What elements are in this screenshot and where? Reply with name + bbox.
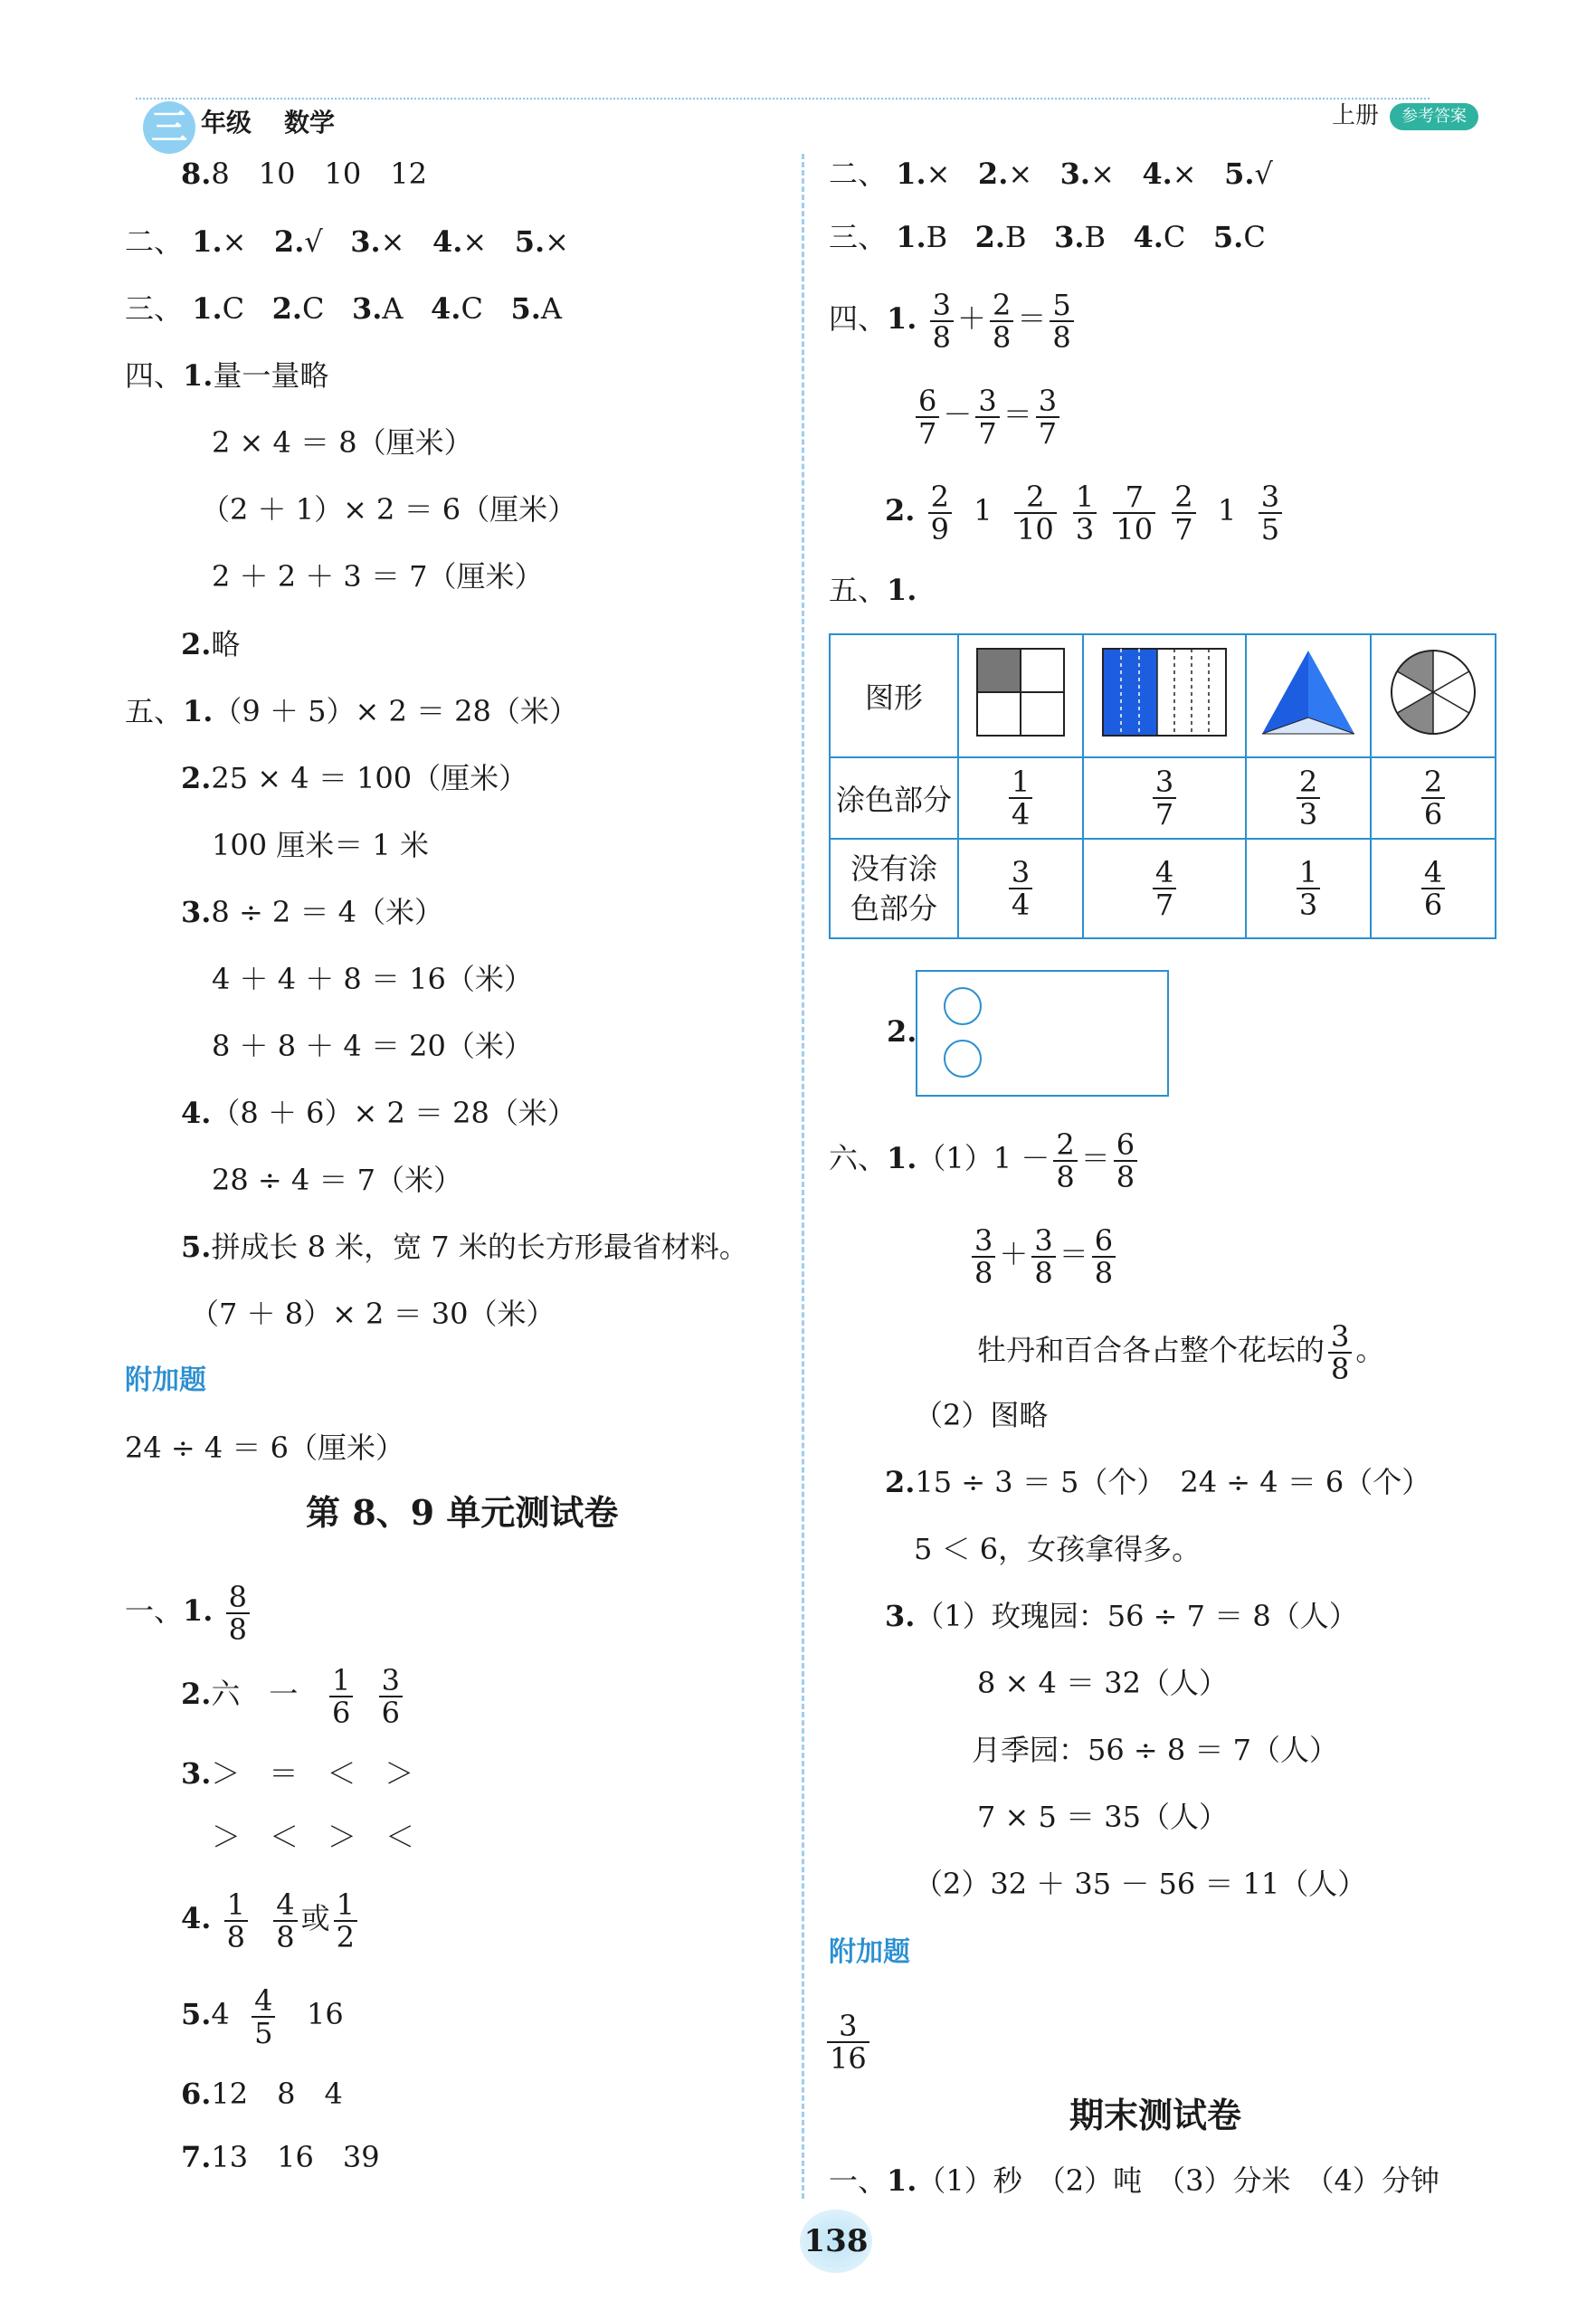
circles-icon (936, 981, 990, 1080)
rectangle-sevenths-icon (1101, 647, 1228, 737)
table-header-shape: 图形 (830, 634, 958, 757)
fraction: $\frac{2}{9}$ (928, 481, 952, 545)
left-si-line2: 2 × 4 ＝ 8（厘米） (212, 425, 473, 460)
shape-triangle-thirds (1246, 634, 1371, 757)
fraction: $\frac{3}{8}$ (1031, 1225, 1055, 1288)
fraction: $\frac{6}{8}$ (1114, 1129, 1137, 1193)
left-sec-si-1: 四、1.量一量略 (125, 358, 329, 393)
table-header-unshaded: 没有涂 色部分 (830, 839, 958, 938)
left-yi-4: 4. $\frac{1}{8}$ $\frac{4}{8}$ 或 $\frac{1}{2}$ (181, 1882, 361, 1954)
left-yi-3b: ＞ ＜ ＞ ＜ (212, 1820, 415, 1854)
right-liu-3: 3.（1）玫瑰园：56 ÷ 7 ＝ 8（人） (885, 1599, 1358, 1633)
left-wu-4: 4.（8 ＋ 6）× 2 ＝ 28（米） (181, 1096, 576, 1130)
fraction: $\frac{3}{16}$ (827, 2011, 869, 2074)
fraction: $\frac{3}{5}$ (1259, 481, 1282, 545)
left-wu-3c: 8 ＋ 8 ＋ 4 ＝ 20（米） (212, 1029, 533, 1063)
right-liu-1c: 牡丹和百合各占整个花坛的 $\frac{3}{8}$ 。 (977, 1318, 1385, 1386)
right-liu-2: 2.15 ÷ 3 ＝ 5（个） 24 ÷ 4 ＝ 6（个） (885, 1465, 1431, 1499)
fraction: $\frac{3}{8}$ (930, 290, 954, 353)
left-yi-6: 6.12 8 4 (181, 2077, 343, 2111)
fraction: $\frac{6}{7}$ (916, 385, 939, 449)
left-wu-3: 3.8 ÷ 2 ＝ 4（米） (181, 895, 443, 929)
volume-label: 上册 (1332, 102, 1380, 129)
fraction: $\frac{3}{7}$ (1153, 766, 1176, 830)
fraction: $\frac{3}{8}$ (972, 1225, 995, 1288)
left-wu-2: 2.25 × 4 ＝ 100（厘米） (181, 761, 528, 795)
circle-sixths-icon (1388, 647, 1478, 737)
fraction: $\frac{2}{7}$ (1172, 481, 1195, 545)
fraction: $\frac{3}{6}$ (379, 1665, 403, 1728)
shape-circle-sixths (1371, 634, 1496, 757)
fraction-shape-table (829, 633, 1496, 939)
fraction: $\frac{5}{8}$ (1050, 290, 1073, 353)
fraction: $\frac{2}{10}$ (1014, 481, 1057, 545)
right-extra-title: 附加题 (829, 1936, 910, 1968)
right-sec-san: 三、 1.B 2.B 3.B 4.C 5.C (829, 220, 1266, 254)
circles-drawing-box (916, 970, 1169, 1097)
right-liu-1d: （2）图略 (914, 1398, 1049, 1432)
right-liu-3c: 月季园：56 ÷ 8 ＝ 7（人） (972, 1733, 1338, 1767)
fraction: $\frac{2}{6}$ (1421, 766, 1445, 830)
right-liu-2b: 5 ＜ 6，女孩拿得多。 (914, 1532, 1202, 1566)
right-final-1: 一、1.（1）秒 （2）吨 （3）分米 （4）分钟 (829, 2163, 1439, 2198)
left-sec-er: 二、 1.× 2.√ 3.× 4.× 5.× (125, 224, 569, 259)
fraction: $\frac{4}{7}$ (1153, 857, 1176, 920)
subject-label: 数学 (284, 108, 336, 138)
fraction: $\frac{8}{8}$ (226, 1582, 250, 1645)
fraction: $\frac{6}{8}$ (1092, 1225, 1116, 1288)
page-number: 138 (800, 2210, 872, 2273)
fraction: $\frac{7}{10}$ (1113, 481, 1155, 545)
right-sec-er: 二、 1.× 2.× 3.× 4.× 5.√ (829, 157, 1273, 191)
right-liu-3e: （2）32 ＋ 35 － 56 ＝ 11（人） (914, 1867, 1367, 1901)
fraction: $\frac{1}{3}$ (1297, 857, 1320, 920)
fraction: $\frac{2}{8}$ (1053, 1129, 1077, 1193)
fraction: $\frac{1}{6}$ (329, 1665, 353, 1728)
right-liu-1: 六、1.（1）1 － $\frac{2}{8}$ ＝ $\frac{6}{8}$ (829, 1122, 1141, 1194)
left-yi-3: 3.＞ ＝ ＜ ＞ (181, 1756, 414, 1791)
left-sec-san: 三、 1.C 2.C 3.A 4.C 5.A (125, 291, 562, 326)
left-yi-7: 7.13 16 39 (181, 2140, 380, 2174)
square-quarters-icon (975, 647, 1066, 737)
triangle-thirds-icon (1259, 647, 1358, 737)
fraction: $\frac{1}{8}$ (224, 1889, 248, 1953)
left-wu-3b: 4 ＋ 4 ＋ 8 ＝ 16（米） (212, 962, 533, 996)
column-divider (802, 154, 804, 2199)
left-si-line3: （2 ＋ 1）× 2 ＝ 6（厘米） (201, 492, 577, 527)
right-liu-1b: $\frac{3}{8}$ ＋ $\frac{3}{8}$ ＝ $\frac{6}{8}$ (968, 1218, 1119, 1290)
right-wu-2: 2. (887, 1014, 917, 1049)
right-extra-answer (823, 2003, 873, 2076)
left-yi-5: 5.4 $\frac{4}{5}$ 16 (181, 1982, 344, 2050)
left-q8: 8.8 10 10 12 (181, 157, 427, 191)
fraction: $\frac{3}{7}$ (1036, 385, 1059, 449)
fraction: $\frac{1}{2}$ (334, 1889, 357, 1953)
fraction: $\frac{1}{4}$ (1009, 766, 1032, 830)
fraction: $\frac{4}{8}$ (273, 1889, 297, 1953)
fraction: $\frac{1}{3}$ (1073, 481, 1097, 545)
left-wu-2b: 100 厘米＝ 1 米 (212, 828, 429, 862)
left-si-line4: 2 ＋ 2 ＋ 3 ＝ 7（厘米） (212, 559, 544, 594)
fraction: $\frac{3}{4}$ (1009, 857, 1032, 920)
fraction: $\frac{2}{8}$ (990, 290, 1013, 353)
grade-label: 年级 (201, 108, 252, 138)
left-wu-5: 5.拼成长 8 米，宽 7 米的长方形最省材料。 (181, 1230, 748, 1264)
fraction: $\frac{2}{3}$ (1297, 766, 1320, 830)
left-yi-1: 一、1. $\frac{8}{8}$ (125, 1574, 253, 1647)
table-header-shaded: 涂色部分 (830, 757, 958, 839)
grade-badge: 三 (143, 101, 195, 154)
fraction: $\frac{3}{8}$ (1328, 1321, 1352, 1384)
left-extra-title: 附加题 (125, 1364, 206, 1396)
shape-square-quarters (958, 634, 1083, 757)
unit-test-title: 第 8、9 单元测试卷 (306, 1492, 619, 1533)
right-si-1: 四、1. $\frac{3}{8}$ ＋ $\frac{2}{8}$ ＝ $\frac{5}{8}$ (829, 282, 1078, 355)
left-si-2: 2.略 (181, 627, 241, 661)
header-divider (136, 98, 1430, 100)
answer-tag: 参考答案 (1390, 103, 1478, 130)
right-si-1b: $\frac{6}{7}$ － $\frac{3}{7}$ ＝ $\frac{3}{7}$ (912, 378, 1063, 451)
right-wu-1: 五、1. (829, 573, 917, 607)
right-liu-3d: 7 × 5 ＝ 35（人） (977, 1800, 1228, 1834)
left-extra-answer: 24 ÷ 4 ＝ 6（厘米） (125, 1431, 404, 1465)
final-test-title: 期末测试卷 (1069, 2095, 1242, 2135)
fraction: $\frac{3}{7}$ (975, 385, 999, 449)
fraction: $\frac{4}{6}$ (1421, 857, 1445, 920)
shape-rectangle-sevenths (1083, 634, 1246, 757)
fraction: $\frac{4}{5}$ (252, 1985, 275, 2049)
right-si-2: 2. $\frac{2}{9}$ 1 $\frac{2}{10}$ $\frac{1}{3}$ $\frac{7}{10}$ $\frac{2}{7}$ 1 $\frac{3}{5}$ (885, 474, 1286, 547)
left-wu-5b: （7 ＋ 8）× 2 ＝ 30（米） (190, 1297, 556, 1331)
left-wu-4b: 28 ÷ 4 ＝ 7（米） (212, 1163, 462, 1197)
left-wu-1: 五、1.（9 ＋ 5）× 2 ＝ 28（米） (125, 694, 578, 728)
left-yi-2: 2.六 一 $\frac{1}{6}$ $\frac{3}{6}$ (181, 1658, 406, 1730)
right-liu-3b: 8 × 4 ＝ 32（人） (977, 1666, 1228, 1700)
